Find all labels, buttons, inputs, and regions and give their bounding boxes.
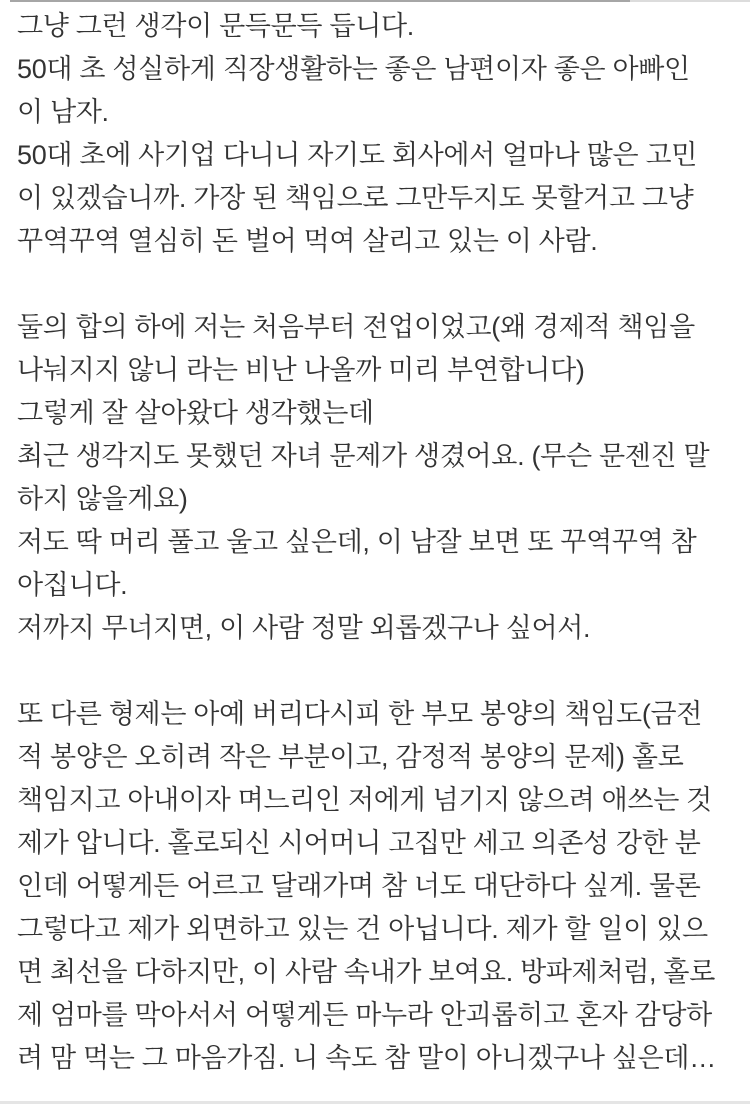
top-divider-light-segment [630,0,750,2]
text-line: 려 맘 먹는 그 마음가짐. 니 속도 참 말이 아니겠구나 싶은데… [17,1043,716,1073]
paragraph [17,306,750,650]
text-line: 제가 압니다. 홀로되신 시어머니 고집만 세고 의존성 강한 분 [17,828,701,858]
text-line: 면 최선을 다하지만, 이 사람 속내가 보여요. 방파제처럼, 홀로 [17,957,715,987]
text-line: 꾸역꾸역 열심히 돈 벌어 먹여 살리고 있는 이 사람. [17,226,598,256]
text-line: 아집니다. [17,570,128,600]
text-line: 인데 어떻게든 어르고 달래가며 참 너도 대단하다 싶게. 물론 [17,871,701,901]
text-line: 이 남자. [17,97,109,127]
text-line: 그렇다고 제가 외면하고 있는 건 아닙니다. 제가 할 일이 있으 [17,914,708,944]
text-line: 또 다른 형제는 아예 버리다시피 한 부모 봉양의 책임도(금전 [17,699,703,729]
text-line: 그렇게 잘 살아왔다 생각했는데 [17,398,374,428]
top-divider-dark-segment [10,0,630,2]
text-line: 저도 딱 머리 풀고 울고 싶은데, 이 남잘 보면 또 꾸역꾸역 참 [17,527,697,557]
text-line: 제 엄마를 막아서서 어떻게든 마누라 안괴롭히고 혼자 감당하 [17,1000,712,1030]
text-line: 나눠지지 않니 라는 비난 나올까 미리 부연합니다) [17,355,585,385]
paragraph [17,5,750,263]
text-line: 50대 초에 사기업 다니니 자기도 회사에서 얼마나 많은 고민 [17,140,698,170]
text-line: 하지 않을게요) [17,484,188,514]
text-line: 최근 생각지도 못했던 자녀 문제가 생겼어요. (무슨 문젠진 말 [17,441,710,471]
text-line: 50대 초 성실하게 직장생활하는 좋은 남편이자 좋은 아빠인 [17,54,690,84]
paragraph-gap [17,650,750,693]
text-line: 책임지고 아내이자 며느리인 저에게 넘기지 않으려 애쓰는 것 [17,785,712,815]
text-line: 이 있겠습니까. 가장 된 책임으로 그만두지도 못할거고 그냥 [17,183,694,213]
bottom-divider [0,1101,750,1104]
text-line: 적 봉양은 오히려 작은 부분이고, 감정적 봉양의 문제) 홀로 [17,742,684,772]
text-line: 그냥 그런 생각이 문득문득 듭니다. [17,11,414,41]
top-divider [0,0,750,3]
text-line: 둘의 합의 하에 저는 처음부터 전업이었고(왜 경제적 책임을 [17,312,695,342]
paragraph-gap [17,263,750,306]
post-content [17,5,750,1080]
text-line: 저까지 무너지면, 이 사람 정말 외롭겠구나 싶어서. [17,613,591,643]
paragraph [17,693,750,1080]
